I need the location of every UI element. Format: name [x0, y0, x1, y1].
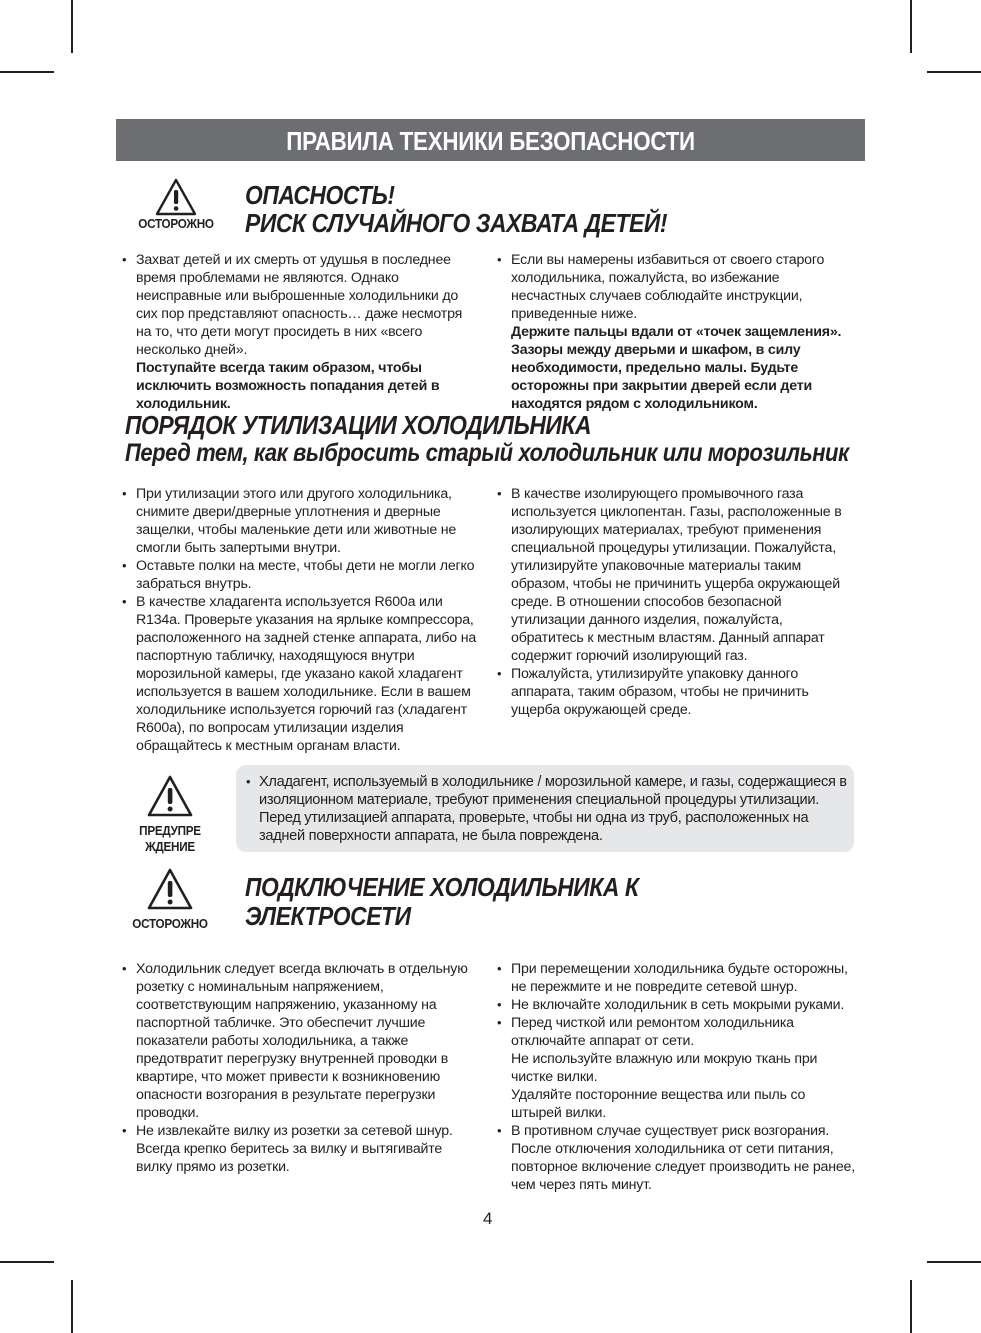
crop-mark — [71, 0, 73, 53]
list-item: • Захват детей и их смерть от удушья в последнее время проблемами не являются. Однако неисправные или выброшенные холодильники до сих пор представляют опасность… даже несмотря на то, что дети могут просидеть в них «всего несколько дней». Поступайте всегда таким образом, чтобы исключить возможность попадания детей в холодильник. — [122, 251, 472, 413]
power-left-column — [122, 960, 482, 1176]
page-number: 4 — [483, 1209, 493, 1228]
danger-heading-line1: ОПАСНОСТЬ! — [245, 180, 395, 210]
caution-badge — [120, 178, 232, 232]
warning-triangle-icon — [147, 775, 193, 817]
page-title: ПРАВИЛА ТЕХНИКИ БЕЗОПАСНОСТИ — [286, 126, 695, 156]
power-right-column — [497, 960, 859, 1194]
disposal-right-column — [497, 485, 847, 719]
crop-mark — [0, 1261, 54, 1263]
warning-triangle-icon — [147, 868, 193, 910]
crop-mark — [927, 71, 981, 73]
crop-mark — [927, 1261, 981, 1263]
bullet: • — [246, 774, 251, 789]
list-item: • Холодильник следует всегда включать в отдельную розетку с номинальным напряжением, соответствующим напряжению, указанному на паспортной табличке. Это обеспечит лучшие показатели работы холодильника, а также предотвратит перегрузку внутренней проводки в квартире, что может привести к возникновению опасности возгорания в результате перегрузки проводки. — [122, 960, 482, 1122]
list-item: • Не извлекайте вилку из розетки за сетевой шнур. Всегда крепко беритесь за вилку и вытягивайте вилку прямо из розетки. — [122, 1122, 482, 1176]
warning-note-box — [236, 765, 854, 852]
crop-mark — [910, 1280, 912, 1333]
list-item: • При перемещении холодильника будьте осторожны, не пережмите и не повредите сетевой шнур. — [497, 960, 859, 996]
list-item: • Пожалуйста, утилизируйте упаковку данного аппарата, таким образом, чтобы не причинить ущерба окружающей среде. — [497, 665, 847, 719]
power-heading-line1: ПОДКЛЮЧЕНИЕ ХОЛОДИЛЬНИКА К — [245, 872, 639, 902]
list-item: • Перед чисткой или ремонтом холодильника отключайте аппарат от сети. Не используйте влажную или мокрую ткань при чистке вилки. Удаляйте посторонние вещества или пыль со штырей вилки. — [497, 1014, 859, 1122]
list-item: • Не включайте холодильник в сеть мокрыми руками. — [497, 996, 859, 1014]
list-item: • В противном случае существует риск возгорания. После отключения холодильника от сети питания, повторное включение следует производить не ранее, чем через пять минут. — [497, 1122, 859, 1194]
list-item: • Если вы намерены избавиться от своего старого холодильника, пожалуйста, во избежание несчастных случаев соблюдайте инструкции, приведенные ниже. Держите пальцы вдали от «точек защемления». Зазоры между дверьми и шкафом, в силу необходимости, предельно малы. Будьте осторожны при закрытии дверей если дети находятся рядом с холодильником. — [497, 251, 852, 413]
caution-badge — [120, 868, 220, 932]
crop-mark — [910, 0, 912, 53]
danger-heading-line2: РИСК СЛУЧАЙНОГО ЗАХВАТА ДЕТЕЙ! — [245, 208, 668, 238]
warning-label-line2: ЖДЕНИЕ — [145, 839, 195, 854]
warning-triangle-icon — [155, 178, 197, 216]
page-title-banner — [116, 119, 865, 161]
caution-label: ОСТОРОЖНО — [138, 216, 214, 231]
warning-label-line1: ПРЕДУПРЕ — [139, 823, 201, 838]
warning-badge — [120, 775, 220, 855]
disposal-heading-line1: ПОРЯДОК УТИЛИЗАЦИИ ХОЛОДИЛЬНИКА — [125, 410, 592, 440]
crop-mark — [71, 1280, 73, 1333]
danger-right-column — [497, 251, 852, 413]
disposal-left-column — [122, 485, 477, 755]
list-item: • В качестве изолирующего промывочного газа используется циклопентан. Газы, расположенные в изолирующих материалах, требуют применения специальной процедуры утилизации. Пожалуйста, утилизируйте упаковочные материалы таким образом, чтобы не причинить ущерба окружающей среде. В отношении способов безопасной утилизации данного изделия, пожалуйста, обратитесь к местным властям. Данный аппарат содержит горючий изолирующий газ. — [497, 485, 847, 665]
list-item: • При утилизации этого или другого холодильника, снимите двери/дверные уплотнения и дверные защелки, чтобы маленькие дети или животные не смогли быть запертыми внутри. — [122, 485, 477, 557]
disposal-heading-line2: Перед тем, как выбросить старый холодильник или морозильник — [125, 439, 849, 467]
caution-label: ОСТОРОЖНО — [132, 916, 208, 931]
crop-mark — [0, 71, 54, 73]
list-item: • Оставьте полки на месте, чтобы дети не могли легко забраться внутрь. — [122, 557, 477, 593]
list-item: • В качестве хладагента используется R600a или R134a. Проверьте указания на ярлыке компрессора, расположенного на задней стенке аппарата, либо на паспортную табличку, находящуюся внутри морозильной камеры, где указано какой хладагент используется в вашем холодильнике. Если в вашем холодильнике используется горючий газ (хладагент R600a), по вопросам утилизации изделия обращайтесь к местным органам власти. — [122, 593, 477, 755]
danger-left-column — [122, 251, 472, 413]
power-heading-line2: ЭЛЕКТРОСЕТИ — [245, 901, 411, 931]
warning-note-text: Хладагент, используемый в холодильнике / морозильной камере, и газы, содержащиеся в изоляционном материале, требуют применения специальной процедуры утилизации. Перед утилизацией аппарата, проверьте, чтобы ни одна из труб, расположенных на задней поверхности аппарата, не была повреждена. — [259, 774, 847, 844]
